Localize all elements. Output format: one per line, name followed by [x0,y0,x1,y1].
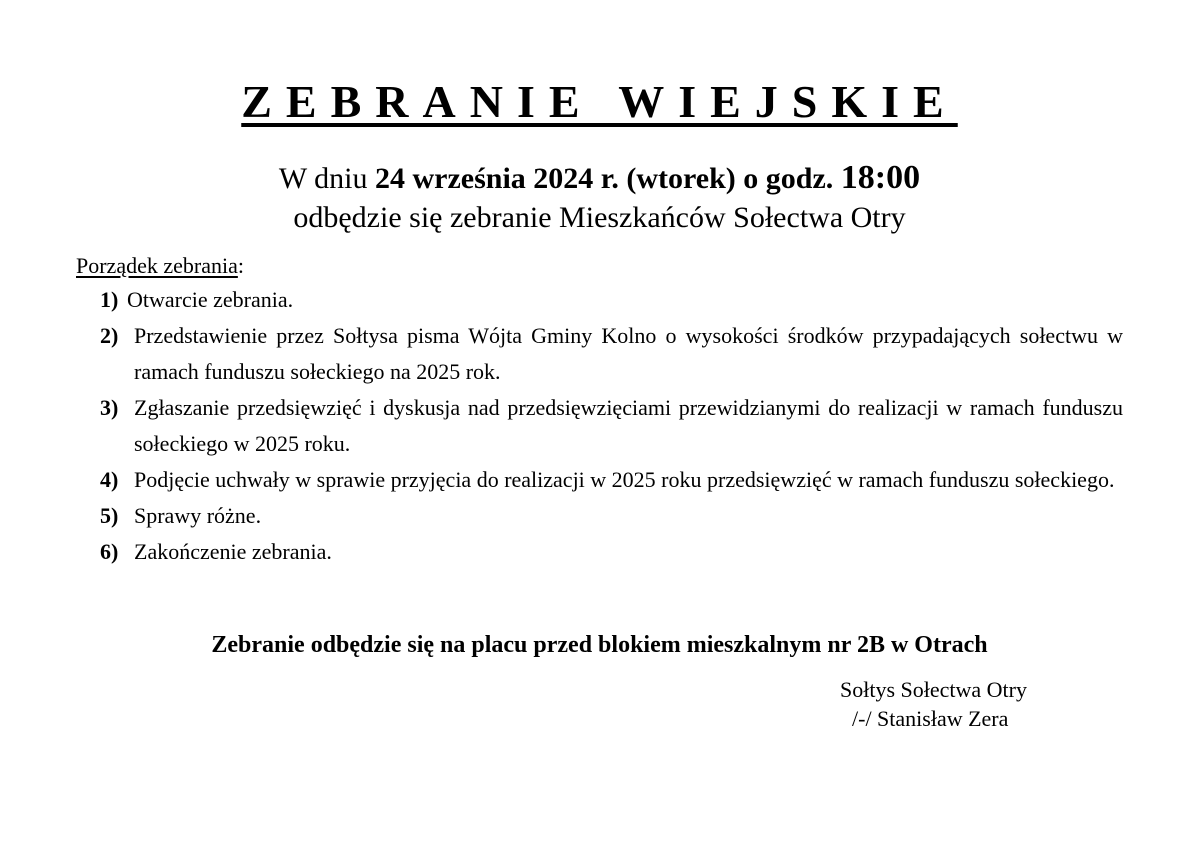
agenda-heading-colon: : [237,253,244,278]
agenda-item-text: Zgłaszanie przedsięwzięć i dyskusja nad przedsięwzięciami przewidzianymi do realizacji w ramach funduszu sołeckiego w 2025 roku. [134,395,1123,456]
date-prefix: W dniu [278,162,375,195]
agenda-item-number: 4) [100,467,119,492]
agenda-item [100,390,1123,462]
agenda-item-text: Otwarcie zebrania. [127,287,294,312]
agenda-item-number: 2) [100,323,119,348]
meeting-subtitle: odbędzie się zebranie Mieszkańców Sołectwa Otry [293,201,906,234]
agenda-item-text: Podjęcie uchwały w sprawie przyjęcia do realizacji w 2025 roku przedsięwzięć w ramach funduszu sołeckiego. [134,467,1115,492]
agenda-item-number: 3) [100,395,119,420]
agenda-item-number: 5) [100,503,119,528]
meeting-time: 18:00 [840,159,921,196]
agenda-heading [76,251,244,281]
agenda-item-number: 1) [100,287,119,312]
agenda-item [100,318,1123,390]
agenda-item [100,462,1123,498]
meeting-date-line [0,158,1199,199]
agenda-item [100,534,1123,570]
meeting-venue: Zebranie odbędzie się na placu przed blokiem mieszkalnym nr 2B w Otrach [211,632,988,658]
signature-role: Sołtys Sołectwa Otry [840,677,1027,702]
agenda-list [100,282,1123,570]
notice-title [0,72,1199,132]
agenda-item [100,498,1123,534]
agenda-item-text: Przedstawienie przez Sołtysa pisma Wójta Gminy Kolno o wysokości środków przypadających sołectwu w ramach funduszu sołeckiego na 2025 rok. [134,323,1123,384]
date-bold: 24 września 2024 r. (wtorek) o godz. [375,162,841,195]
signature-name: /-/ Stanisław Zera [852,706,1009,731]
notice-title-text: ZEBRANIE WIEJSKIE [241,76,958,127]
agenda-item-text: Zakończenie zebrania. [134,539,332,564]
agenda-item-number: 6) [100,539,119,564]
agenda-heading-text: Porządek zebrania [76,253,238,278]
agenda-item [100,282,1123,318]
agenda-item-text: Sprawy różne. [134,503,262,528]
